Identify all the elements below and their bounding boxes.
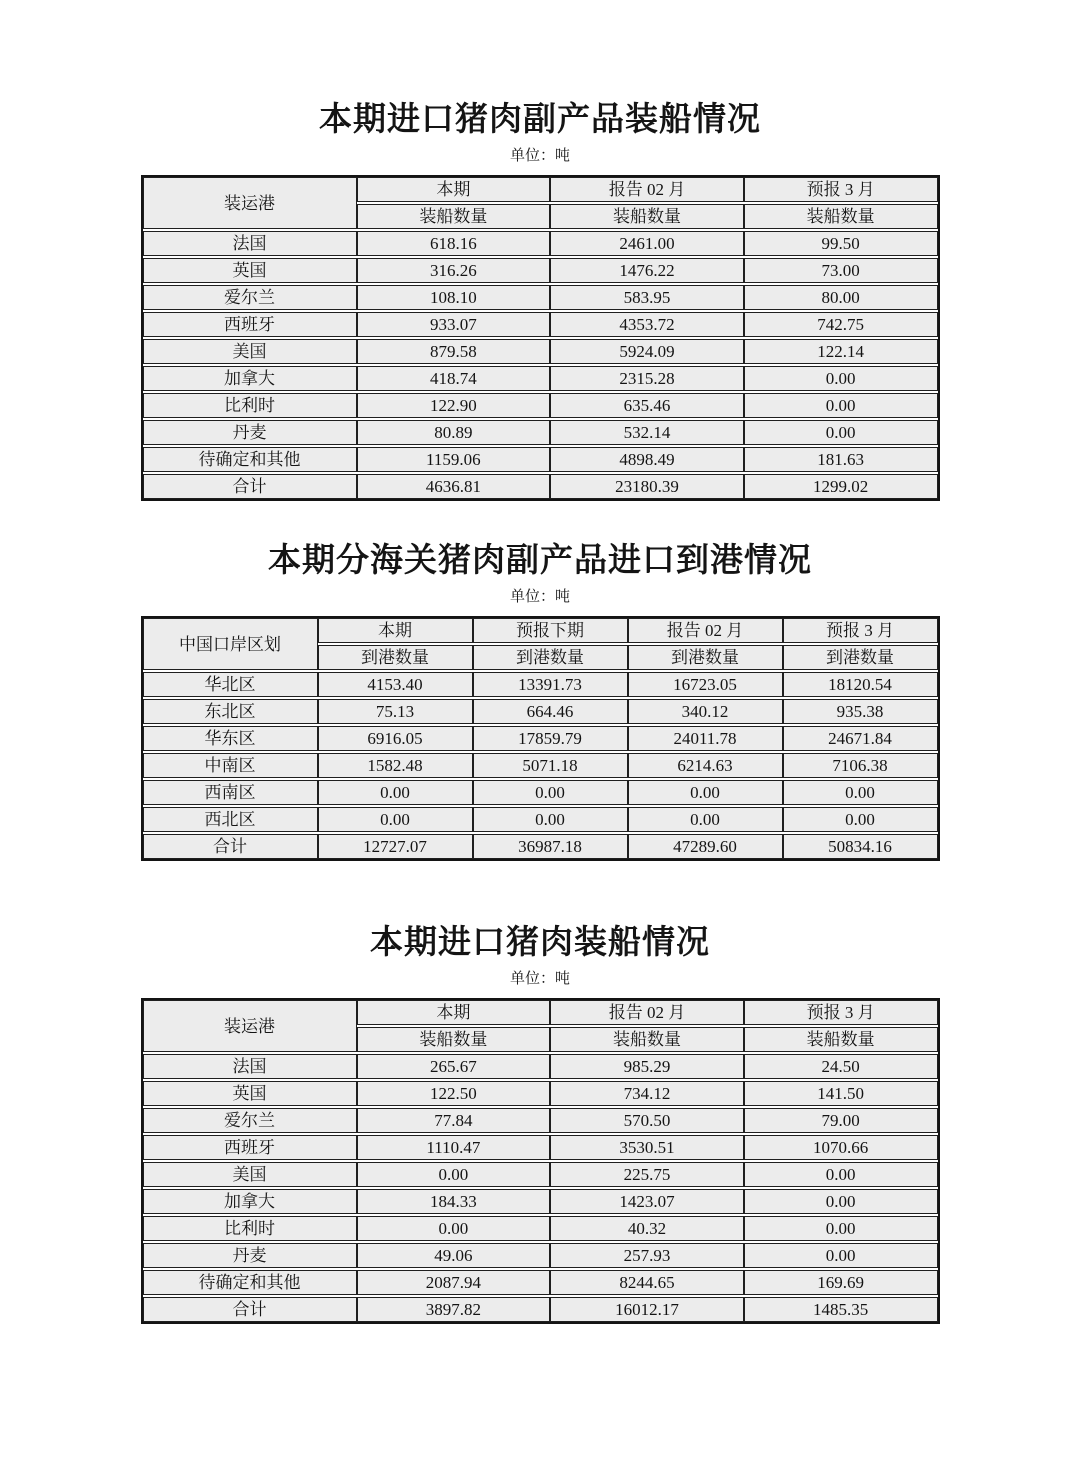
value-cell: 1423.07	[550, 1189, 744, 1214]
value-cell: 532.14	[550, 420, 744, 445]
value-cell: 1110.47	[357, 1135, 551, 1160]
row-label-cell: 比利时	[143, 1216, 357, 1241]
value-cell: 12727.07	[318, 834, 473, 859]
value-cell: 4636.81	[357, 474, 551, 499]
section-byproduct-shipment	[0, 100, 1080, 501]
value-cell: 933.07	[357, 312, 551, 337]
value-cell: 6214.63	[628, 753, 783, 778]
value-cell: 184.33	[357, 1189, 551, 1214]
value-cell: 635.46	[550, 393, 744, 418]
value-cell: 0.00	[744, 393, 938, 418]
value-cell: 3897.82	[357, 1297, 551, 1322]
value-cell: 0.00	[744, 1243, 938, 1268]
value-cell: 16723.05	[628, 672, 783, 697]
value-cell: 4898.49	[550, 447, 744, 472]
period-header-cell: 本期	[318, 618, 473, 643]
corner-header-cell: 中国口岸区划	[143, 618, 318, 670]
value-cell: 0.00	[473, 780, 628, 805]
value-cell: 2461.00	[550, 231, 744, 256]
row-label-cell: 中南区	[143, 753, 318, 778]
measure-header-cell: 到港数量	[628, 645, 783, 670]
value-cell: 17859.79	[473, 726, 628, 751]
row-label-cell: 西南区	[143, 780, 318, 805]
value-cell: 181.63	[744, 447, 938, 472]
row-label-cell: 法国	[143, 231, 357, 256]
byproduct-shipment-table	[141, 175, 940, 501]
value-cell: 0.00	[783, 780, 938, 805]
value-cell: 18120.54	[783, 672, 938, 697]
value-cell: 77.84	[357, 1108, 551, 1133]
value-cell: 0.00	[628, 807, 783, 832]
value-cell: 73.00	[744, 258, 938, 283]
row-label-cell: 英国	[143, 258, 357, 283]
row-label-cell: 爱尔兰	[143, 1108, 357, 1133]
byproduct-arrival-table	[141, 616, 940, 861]
value-cell: 316.26	[357, 258, 551, 283]
value-cell: 4153.40	[318, 672, 473, 697]
value-cell: 257.93	[550, 1243, 744, 1268]
period-header-cell: 预报 3 月	[744, 177, 938, 202]
value-cell: 935.38	[783, 699, 938, 724]
row-label-cell: 英国	[143, 1081, 357, 1106]
corner-header-cell: 装运港	[143, 177, 357, 229]
row-label-cell: 合计	[143, 1297, 357, 1322]
value-cell: 1476.22	[550, 258, 744, 283]
value-cell: 99.50	[744, 231, 938, 256]
value-cell: 8244.65	[550, 1270, 744, 1295]
value-cell: 2315.28	[550, 366, 744, 391]
value-cell: 0.00	[473, 807, 628, 832]
measure-header-cell: 装船数量	[550, 1027, 744, 1052]
value-cell: 0.00	[744, 420, 938, 445]
row-label-cell: 待确定和其他	[143, 447, 357, 472]
section-pork-shipment	[0, 923, 1080, 1324]
period-header-cell: 预报 3 月	[783, 618, 938, 643]
value-cell: 49.06	[357, 1243, 551, 1268]
row-label-cell: 西班牙	[143, 1135, 357, 1160]
value-cell: 122.14	[744, 339, 938, 364]
section-byproduct-arrival-by-customs	[0, 541, 1080, 861]
value-cell: 5071.18	[473, 753, 628, 778]
value-cell: 4353.72	[550, 312, 744, 337]
value-cell: 5924.09	[550, 339, 744, 364]
row-label-cell: 美国	[143, 1162, 357, 1187]
value-cell: 16012.17	[550, 1297, 744, 1322]
value-cell: 0.00	[318, 780, 473, 805]
value-cell: 0.00	[628, 780, 783, 805]
value-cell: 0.00	[744, 1189, 938, 1214]
value-cell: 1299.02	[744, 474, 938, 499]
value-cell: 75.13	[318, 699, 473, 724]
measure-header-cell: 到港数量	[473, 645, 628, 670]
pork-shipment-table	[141, 998, 940, 1324]
value-cell: 50834.16	[783, 834, 938, 859]
value-cell: 1485.35	[744, 1297, 938, 1322]
pork-shipment-unit-label: 单位：吨	[509, 971, 570, 987]
value-cell: 23180.39	[550, 474, 744, 499]
value-cell: 664.46	[473, 699, 628, 724]
row-label-cell: 美国	[143, 339, 357, 364]
value-cell: 13391.73	[473, 672, 628, 697]
period-header-cell: 本期	[357, 177, 551, 202]
period-header-cell: 预报 3 月	[744, 1000, 938, 1025]
value-cell: 583.95	[550, 285, 744, 310]
value-cell: 40.32	[550, 1216, 744, 1241]
value-cell: 108.10	[357, 285, 551, 310]
period-header-cell: 报告 02 月	[550, 177, 744, 202]
row-label-cell: 西班牙	[143, 312, 357, 337]
value-cell: 225.75	[550, 1162, 744, 1187]
value-cell: 47289.60	[628, 834, 783, 859]
value-cell: 1582.48	[318, 753, 473, 778]
byproduct-shipment-unit-label: 单位：吨	[509, 148, 570, 164]
value-cell: 80.89	[357, 420, 551, 445]
value-cell: 7106.38	[783, 753, 938, 778]
measure-header-cell: 到港数量	[318, 645, 473, 670]
value-cell: 879.58	[357, 339, 551, 364]
row-label-cell: 法国	[143, 1054, 357, 1079]
value-cell: 0.00	[744, 1216, 938, 1241]
period-header-cell: 报告 02 月	[628, 618, 783, 643]
row-label-cell: 东北区	[143, 699, 318, 724]
row-label-cell: 比利时	[143, 393, 357, 418]
value-cell: 79.00	[744, 1108, 938, 1133]
value-cell: 122.90	[357, 393, 551, 418]
value-cell: 340.12	[628, 699, 783, 724]
row-label-cell: 合计	[143, 474, 357, 499]
measure-header-cell: 到港数量	[783, 645, 938, 670]
value-cell: 1070.66	[744, 1135, 938, 1160]
measure-header-cell: 装船数量	[357, 204, 551, 229]
value-cell: 0.00	[744, 366, 938, 391]
measure-header-cell: 装船数量	[357, 1027, 551, 1052]
value-cell: 0.00	[744, 1162, 938, 1187]
value-cell: 570.50	[550, 1108, 744, 1133]
value-cell: 36987.18	[473, 834, 628, 859]
corner-header-cell: 装运港	[143, 1000, 357, 1052]
row-label-cell: 合计	[143, 834, 318, 859]
value-cell: 2087.94	[357, 1270, 551, 1295]
row-label-cell: 丹麦	[143, 1243, 357, 1268]
value-cell: 265.67	[357, 1054, 551, 1079]
value-cell: 742.75	[744, 312, 938, 337]
value-cell: 141.50	[744, 1081, 938, 1106]
measure-header-cell: 装船数量	[744, 204, 938, 229]
byproduct-arrival-title: 本期分海关猪肉副产品进口到港情况	[268, 543, 812, 579]
value-cell: 0.00	[318, 807, 473, 832]
measure-header-cell: 装船数量	[550, 204, 744, 229]
value-cell: 0.00	[783, 807, 938, 832]
period-header-cell: 报告 02 月	[550, 1000, 744, 1025]
value-cell: 24671.84	[783, 726, 938, 751]
value-cell: 24.50	[744, 1054, 938, 1079]
value-cell: 618.16	[357, 231, 551, 256]
row-label-cell: 西北区	[143, 807, 318, 832]
value-cell: 3530.51	[550, 1135, 744, 1160]
byproduct-arrival-unit-label: 单位：吨	[509, 589, 570, 605]
row-label-cell: 爱尔兰	[143, 285, 357, 310]
row-label-cell: 待确定和其他	[143, 1270, 357, 1295]
value-cell: 122.50	[357, 1081, 551, 1106]
value-cell: 169.69	[744, 1270, 938, 1295]
byproduct-shipment-title: 本期进口猪肉副产品装船情况	[319, 102, 761, 138]
value-cell: 80.00	[744, 285, 938, 310]
row-label-cell: 加拿大	[143, 1189, 357, 1214]
period-header-cell: 预报下期	[473, 618, 628, 643]
value-cell: 0.00	[357, 1216, 551, 1241]
row-label-cell: 丹麦	[143, 420, 357, 445]
value-cell: 985.29	[550, 1054, 744, 1079]
row-label-cell: 加拿大	[143, 366, 357, 391]
value-cell: 0.00	[357, 1162, 551, 1187]
value-cell: 734.12	[550, 1081, 744, 1106]
value-cell: 6916.05	[318, 726, 473, 751]
pork-shipment-title: 本期进口猪肉装船情况	[370, 925, 710, 961]
value-cell: 24011.78	[628, 726, 783, 751]
row-label-cell: 华东区	[143, 726, 318, 751]
measure-header-cell: 装船数量	[744, 1027, 938, 1052]
row-label-cell: 华北区	[143, 672, 318, 697]
value-cell: 418.74	[357, 366, 551, 391]
period-header-cell: 本期	[357, 1000, 551, 1025]
value-cell: 1159.06	[357, 447, 551, 472]
